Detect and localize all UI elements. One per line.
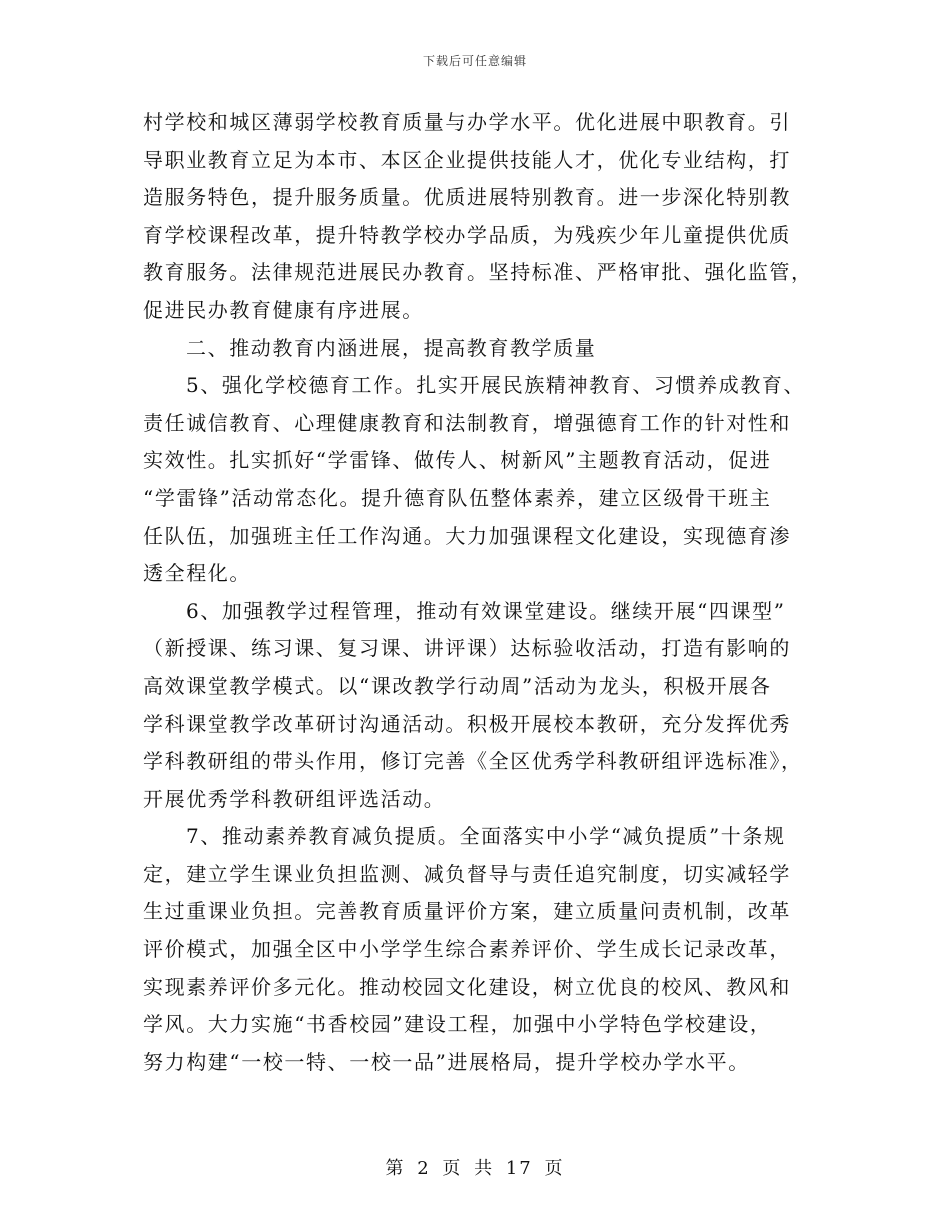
text-line: 造服务特色，提升服务质量。优质进展特别教育。进一步深化特别教	[143, 185, 791, 210]
page-number-footer: 第 2 页 共 17 页	[385, 1158, 565, 1179]
text-line: 村学校和城区薄弱学校教育质量与办学水平。优化进展中职教育。引	[143, 110, 791, 134]
heading-line: 二、推动教育内涵进展，提高教育教学质量	[186, 335, 597, 360]
text-line: 努力构建“一校一特、一校一品”进展格局，提升学校办学水平。	[143, 1049, 750, 1074]
text-line: 实现素养评价多元化。推动校园文化建设，树立优良的校风、教风和	[143, 974, 791, 999]
text-line: 评价模式，加强全区中小学学生综合素养评价、学生成长记录改革，	[143, 937, 791, 962]
text-line: 5、强化学校德育工作。扎实开展民族精神教育、习惯养成教育、	[186, 373, 806, 398]
text-line: 开展优秀学科教研组评选活动。	[143, 786, 446, 811]
text-line: 实效性。扎实抓好“学雷锋、做传人、树新风”主题教育活动，促进	[143, 448, 772, 473]
page-header: 下载后可任意编辑	[422, 54, 527, 68]
text-line: 学风。大力实施“书香校园”建设工程，加强中小学特色学校建设，	[143, 1012, 772, 1037]
text-line: 育学校课程改革，提升特教学校办学品质，为残疾少年儿童提供优质	[143, 222, 791, 247]
text-line: “学雷锋”活动常态化。提升德育队伍整体素养，建立区级骨干班主	[143, 485, 772, 510]
document-body	[143, 104, 811, 1081]
text-line: 透全程化。	[143, 561, 251, 586]
text-line: 定，建立学生课业负担监测、减负督导与责任追究制度，切实减轻学	[143, 861, 791, 886]
text-line: 责任诚信教育、心理健康教育和法制教育，增强德育工作的针对性和	[143, 410, 791, 435]
text-line: 导职业教育立足为本市、本区企业提供技能人才，优化专业结构，打	[143, 147, 791, 172]
section-heading	[143, 330, 811, 368]
paragraph-continuation	[143, 104, 811, 330]
paragraph-item-7	[143, 818, 811, 1081]
paragraph-item-6	[143, 593, 811, 819]
text-line: 教育服务。法律规范进展民办教育。坚持标准、严格审批、强化监管，	[143, 260, 813, 285]
text-line: （新授课、练习课、复习课、讲评课）达标验收活动，打造有影响的	[143, 636, 791, 661]
text-line: 促进民办教育健康有序进展。	[143, 297, 424, 322]
text-line: 生过重课业负担。完善教育质量评价方案，建立质量问责机制，改革	[143, 899, 791, 924]
text-line: 学科教研组的带头作用，修订完善《全区优秀学科教研组评选标准》，	[143, 749, 803, 774]
text-line: 高效课堂教学模式。以“课改教学行动周”活动为龙头，积极开展各	[143, 673, 772, 698]
text-line: 7、推动素养教育减负提质。全面落实中小学“减负提质”十条规	[186, 824, 786, 849]
text-line: 任队伍，加强班主任工作沟通。大力加强课程文化建设，实现德育渗	[143, 523, 791, 548]
text-line: 学科课堂教学改革研讨沟通活动。积极开展校本教研，充分发挥优秀	[143, 711, 791, 736]
paragraph-item-5	[143, 367, 811, 593]
text-line: 6、加强教学过程管理，推动有效课堂建设。继续开展“四课型”	[186, 598, 786, 623]
